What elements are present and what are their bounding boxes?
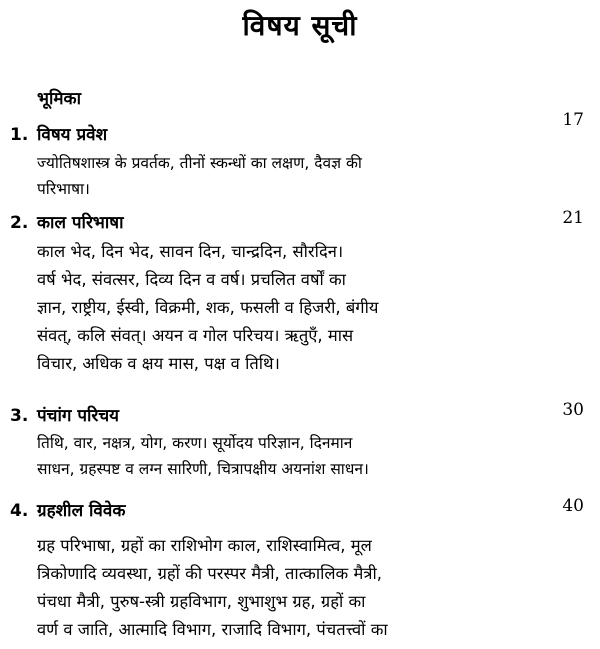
entry-number: 1. — [10, 125, 29, 145]
description-line: ज्ञान, राष्ट्रीय, ईस्वी, विक्रमी, शक, फसली व हिजरी, बंगीय — [37, 298, 379, 317]
entry-1-heading — [10, 122, 107, 145]
entry-number: 3. — [10, 406, 29, 426]
description-line: ज्योतिषशास्त्र के प्रवर्तक, तीनों स्कन्धों का लक्षण, दैवज्ञ की — [37, 154, 362, 172]
entry-4-page-number: 40 — [562, 496, 584, 516]
entry-number: 4. — [10, 501, 29, 521]
description-line: वर्ष भेद, संवत्सर, दिव्य दिन व वर्ष। प्रचलित वर्षों का — [37, 270, 346, 289]
entry-number: 2. — [10, 213, 29, 233]
entry-3-page-number: 30 — [562, 400, 584, 420]
entry-2-heading — [10, 210, 124, 233]
description-line: पंचधा मैत्री, पुरुष-स्त्री ग्रहविभाग, शुभाशुभ ग्रह, ग्रहों का — [37, 592, 366, 611]
description-line: तिथि, वार, नक्षत्र, योग, करण। सूर्योदय परिज्ञान, दिनमान — [37, 434, 353, 452]
entry-1-description — [37, 150, 592, 202]
description-line: त्रिकोणादि व्यवस्था, ग्रहों की परस्पर मैत्री, तात्कालिक मैत्री, — [37, 564, 382, 583]
description-line: काल भेद, दिन भेद, सावन दिन, चान्द्रदिन, सौरदिन। — [37, 242, 344, 261]
entry-2-page-number: 21 — [562, 208, 584, 228]
entry-1-page-number: 17 — [562, 110, 584, 130]
description-line: संवत्, कलि संवत्। अयन व गोल परिचय। ऋतुएँ, मास — [37, 326, 354, 345]
entry-title: विषय प्रवेश — [37, 125, 108, 145]
entry-title: पंचांग परिचय — [37, 406, 120, 426]
page-title: विषय सूची — [242, 9, 358, 42]
description-line: ग्रह परिभाषा, ग्रहों का राशिभोग काल, राशिस्वामित्व, मूल — [37, 536, 372, 555]
entry-3-description — [37, 430, 592, 482]
description-line: साधन, ग्रहस्पष्ट व लग्न सारिणी, चित्रापक्षीय अयनांश साधन। — [37, 460, 369, 478]
entry-title: ग्रहशील विवेक — [37, 501, 126, 521]
description-line: विचार, अधिक व क्षय मास, पक्ष व तिथि। — [37, 354, 280, 373]
entry-4-description — [37, 532, 592, 644]
entry-4-heading — [10, 498, 125, 521]
intro-entry: भूमिका — [37, 89, 81, 109]
description-line: परिभाषा। — [37, 180, 90, 198]
description-line: वर्ण व जाति, आत्मादि विभाग, राजादि विभाग, पंचतत्त्वों का — [37, 620, 388, 639]
entry-title: काल परिभाषा — [37, 213, 124, 233]
entry-3-heading — [10, 403, 119, 426]
entry-2-description — [37, 238, 592, 378]
